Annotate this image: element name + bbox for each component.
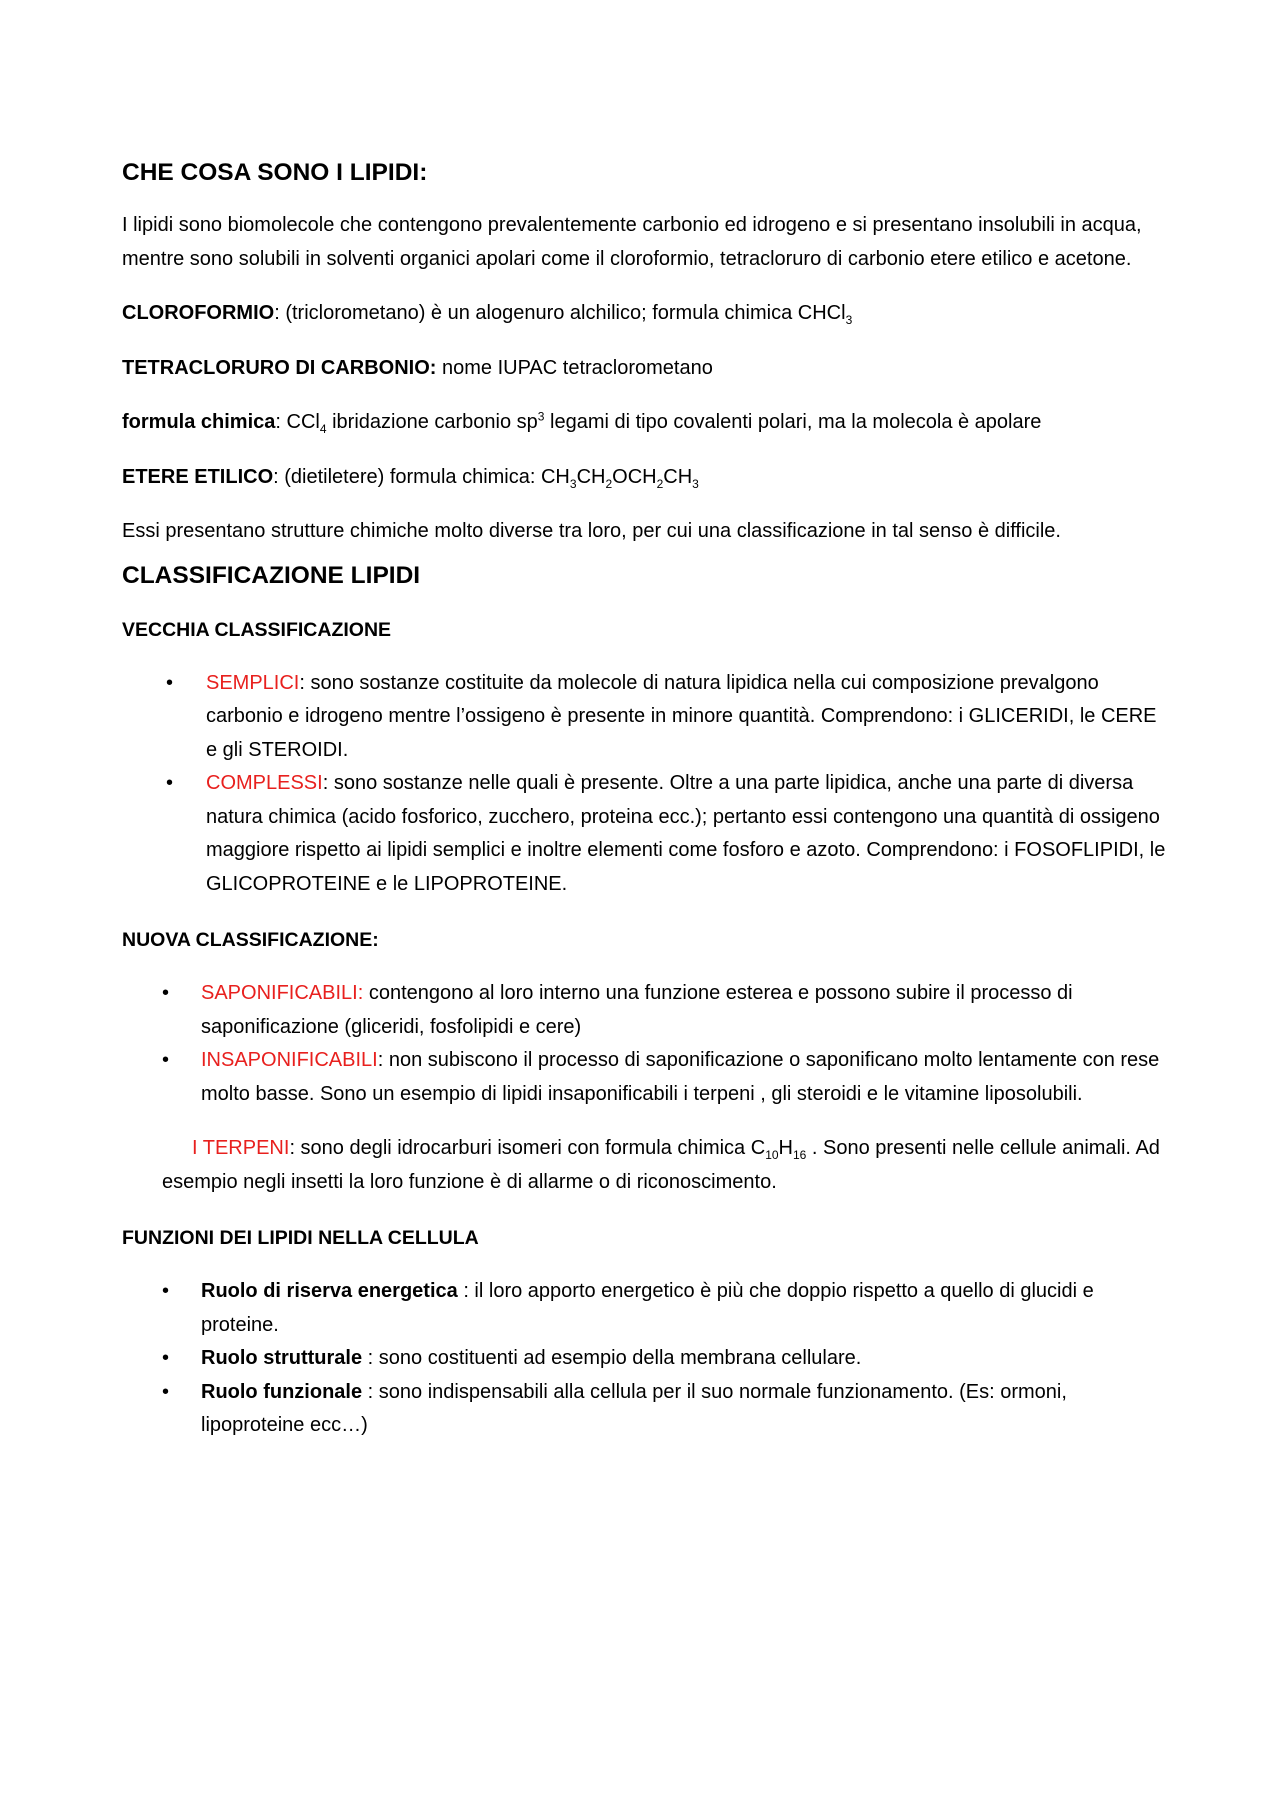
bullet-icon: • [162, 1347, 170, 1369]
term-ruolo-strutturale: Ruolo strutturale [201, 1347, 363, 1369]
text-ruolo-strutturale: : sono costituenti ad esempio della membrana cellulare. [362, 1347, 862, 1369]
cloroformio-text: : (triclorometano) è un alogenuro alchilico; formula chimica CHCl [274, 302, 846, 324]
list-item-ruolo-strutturale [122, 1342, 1167, 1376]
heading-nuova-classificazione: NUOVA CLASSIFICAZIONE: [122, 929, 379, 951]
cloroformio-sub: 3 [845, 313, 853, 327]
term-insaponificabili: INSAPONIFICABILI [201, 1049, 378, 1071]
list-item-riserva-energetica [122, 1275, 1167, 1342]
terpeni-paragraph [122, 1132, 1167, 1199]
title-classificazione-lipidi: CLASSIFICAZIONE LIPIDI [122, 561, 421, 589]
document-page [122, 0, 1167, 1443]
text-riserva-energetica: : il loro apporto energetico è più che doppio rispetto a quello di glucidi e proteine. [201, 1280, 1094, 1336]
closing-paragraph: Essi presentano strutture chimiche molto diverse tra loro, per cui una classificazione in tal senso è difficile. [122, 520, 1061, 542]
terpeni-text-3: . Sono presenti nelle cellule animali. Ad esempio negli insetti la loro funzione è di allarme o di riconoscimento. [162, 1137, 1160, 1193]
formula-text-1: : CCl [275, 411, 320, 433]
bullet-icon: • [162, 1049, 170, 1071]
etere-text: : (dietiletere) formula chimica: CH [273, 465, 570, 488]
cloroformio-label: CLOROFORMIO [122, 302, 275, 324]
etere-sub-3: 2 [656, 476, 664, 491]
etere-text-2: CH [576, 465, 606, 488]
new-classification-list [122, 977, 1167, 1111]
formula-text-3: legami di tipo covalenti polari, ma la molecola è apolare [544, 411, 1042, 433]
formula-text-2: ibridazione carbonio sp [326, 411, 538, 433]
formula-paragraph [122, 406, 1167, 440]
tetracloruro-paragraph [122, 352, 1167, 386]
terpeni-text-1: : sono degli idrocarburi isomeri con formula chimica C [289, 1137, 766, 1159]
etere-text-4: CH [663, 465, 693, 488]
intro-paragraph: I lipidi sono biomolecole che contengono prevalentemente carbonio ed idrogeno e si presentano insolubili in acqua, mentre sono solubili in solventi organici apolari come il cloroformio, tetracloruro di carbonio etere etilico e acetone. [122, 214, 1142, 270]
etere-paragraph [122, 461, 1167, 495]
tetracloruro-text: nome IUPAC tetraclorometano [436, 356, 713, 379]
list-item-insaponificabili [122, 1044, 1167, 1111]
heading-funzioni-lipidi: FUNZIONI DEI LIPIDI NELLA CELLULA [122, 1227, 479, 1249]
etere-sub-4: 3 [692, 476, 699, 491]
heading-vecchia-classificazione: VECCHIA CLASSIFICAZIONE [122, 618, 392, 641]
cloroformio-paragraph [122, 297, 1167, 331]
text-semplici: : sono sostanze costituite da molecole di natura lipidica nella cui composizione prevalgono carbonio e idrogeno mentre l’ossigeno è presente in minore quantità. Comprendono: i GLICERIDI, le CERE e gli STEROIDI. [206, 671, 1157, 761]
bullet-icon: • [162, 982, 170, 1004]
list-item-complessi [122, 767, 1167, 901]
text-complessi: : sono sostanze nelle quali è presente. Oltre a una parte lipidica, anche una parte di diversa natura chimica (acido fosforico, zucchero, proteina ecc.); pertanto essi contengono una quantità di ossigeno maggiore rispetto ai lipidi semplici e inoltre elementi come fosforo e azoto. Comprendono: i FOSOFLIPIDI, le GLICOPROTEINE e le LIPOPROTEINE. [206, 772, 1166, 895]
term-semplici: SEMPLICI [206, 671, 300, 694]
list-item-ruolo-funzionale [122, 1376, 1167, 1443]
formula-label: formula chimica [122, 411, 276, 433]
term-saponificabili: SAPONIFICABILI: [201, 982, 364, 1004]
term-riserva-energetica: Ruolo di riserva energetica [201, 1280, 458, 1302]
bullet-icon: • [162, 1280, 170, 1302]
list-item-semplici [122, 667, 1167, 768]
bullet-icon: • [162, 1380, 170, 1403]
term-ruolo-funzionale: Ruolo funzionale [201, 1380, 363, 1403]
term-complessi: COMPLESSI [206, 772, 323, 794]
terpeni-sub-1: 10 [765, 1148, 779, 1162]
bullet-icon: • [166, 772, 174, 794]
term-terpeni: I TERPENI [192, 1137, 290, 1159]
text-ruolo-funzionale: : sono indispensabili alla cellula per il suo normale funzionamento. (Es: ormoni, lipoproteine ecc…) [201, 1380, 1067, 1436]
bullet-icon: • [166, 671, 174, 694]
tetracloruro-label: TETRACLORURO DI CARBONIO: [122, 356, 437, 379]
text-saponificabili: contengono al loro interno una funzione esterea e possono subire il processo di saponificazione (gliceridi, fosfolipidi e cere) [201, 982, 1073, 1038]
old-classification-list [122, 667, 1167, 902]
formula-sup: 3 [537, 409, 545, 424]
etere-sub-1: 3 [569, 476, 577, 491]
list-item-saponificabili [122, 977, 1167, 1044]
functions-list [122, 1275, 1167, 1443]
text-insaponificabili: : non subiscono il processo di saponificazione o saponificano molto lentamente con rese molto basse. Sono un esempio di lipidi insaponificabili i terpeni , gli steroidi e le vitamine liposolubili. [201, 1049, 1160, 1105]
etere-sub-2: 2 [605, 476, 613, 491]
terpeni-sub-2: 16 [793, 1148, 807, 1162]
title-cosa-sono-lipidi: CHE COSA SONO I LIPIDI: [122, 159, 428, 186]
terpeni-text-2: H [778, 1137, 793, 1159]
formula-sub: 4 [319, 422, 327, 436]
etere-text-3: OCH [612, 465, 657, 488]
etere-label: ETERE ETILICO [122, 465, 274, 488]
